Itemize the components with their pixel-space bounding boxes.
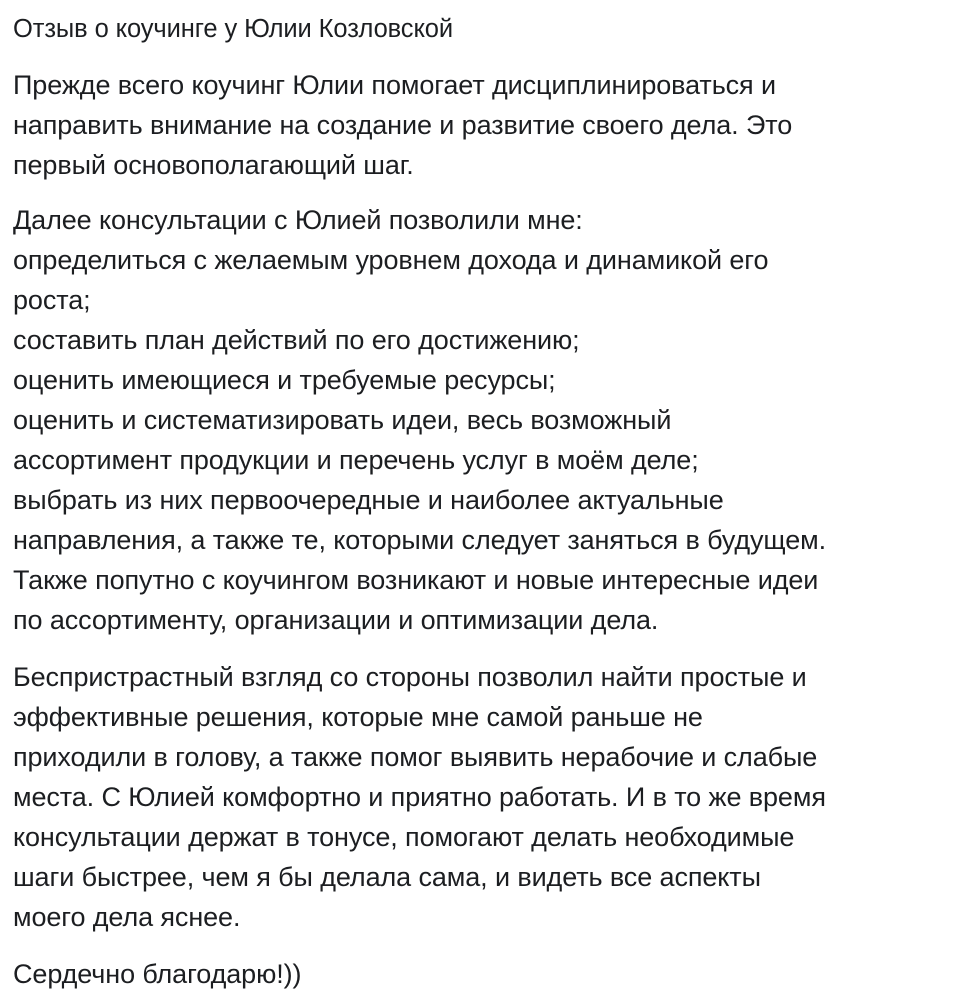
text-line: Прежде всего коучинг Юлии помогает дисциплинироваться и (13, 70, 776, 100)
paragraph-intro (13, 65, 968, 185)
paragraph-consultations (13, 200, 968, 640)
text-line: направить внимание на создание и развитие своего дела. Это (13, 110, 793, 140)
text-line: эффективные решения, которые мне самой раньше не (13, 702, 703, 732)
text-line: Также попутно с коучингом возникают и новые интересные идеи (13, 565, 819, 595)
text-line: приходили в голову, а также помог выявить нерабочие и слабые (13, 742, 818, 772)
text-line: определиться с желаемым уровнем дохода и динамикой его (13, 245, 769, 275)
text-line: оценить и систематизировать идеи, весь возможный (13, 405, 672, 435)
text-line: ассортимент продукции и перечень услуг в моём деле; (13, 445, 699, 475)
text-line: выбрать из них первоочередные и наиболее актуальные (13, 485, 724, 515)
text-line: оценить имеющиеся и требуемые ресурсы; (13, 365, 556, 395)
text-line: места. С Юлией комфортно и приятно работать. И в то же время (13, 782, 826, 812)
text-line: шаги быстрее, чем я бы делала сама, и видеть все аспекты (13, 862, 761, 892)
text-line: Сердечно благодарю!)) (13, 959, 302, 989)
text-line: консультации держат в тонусе, помогают делать необходимые (13, 822, 795, 852)
paragraph-thanks (13, 954, 968, 994)
text-line: моего дела яснее. (13, 902, 241, 932)
text-line: составить план действий по его достижению; (13, 325, 580, 355)
review-post (13, 0, 968, 994)
text-line: Беспристрастный взгляд со стороны позволил найти простые и (13, 662, 807, 692)
text-line: Далее консультации с Юлией позволили мне: (13, 205, 583, 235)
text-line: направления, а также те, которыми следует заняться в будущем. (13, 525, 827, 555)
text-line: первый основополагающий шаг. (13, 150, 414, 180)
paragraph-perspective (13, 657, 968, 937)
text-line: по ассортименту, организации и оптимизации дела. (13, 605, 659, 635)
post-title: Отзыв о коучинге у Юлии Козловской (13, 15, 454, 43)
text-line: роста; (13, 285, 91, 315)
